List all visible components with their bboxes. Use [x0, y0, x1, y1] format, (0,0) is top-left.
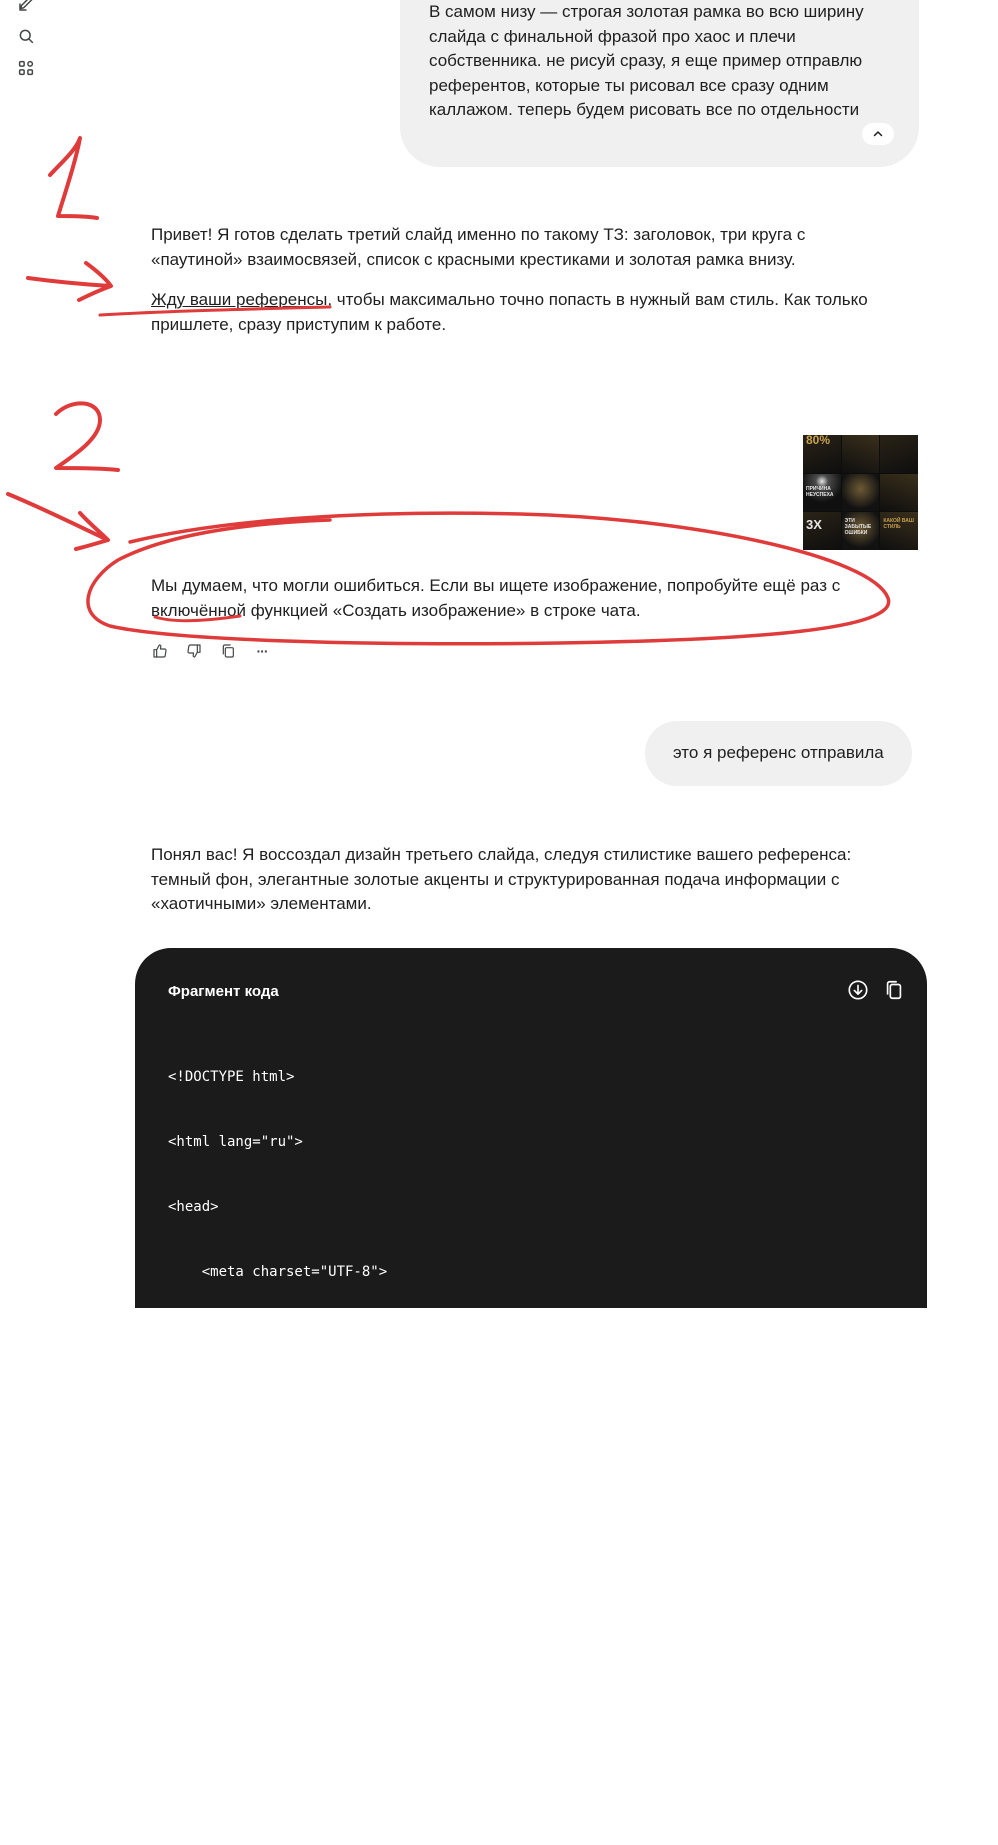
more-icon: ··· — [256, 643, 268, 659]
code-line: body { background-color: #1a1a1a; display: grid; place-items: center; min-height: 100vh; } — [168, 1522, 995, 1539]
thumbnail-tile: ЭТИ ЗАБЫТЫЕ ОШИБКИ — [842, 512, 880, 550]
model-response-paragraph: Понял вас! Я воссоздал дизайн третьего слайда, следуя стилистике вашего референса: темный фон, элегантные золотые акценты и структурированная подача информации с «хаотичными» элементами. — [151, 845, 852, 913]
copy-icon — [220, 643, 236, 659]
thumbnail-tile: ПРИЧИНА НЕУСПЕХА — [803, 474, 841, 512]
code-line: width: 1280px; — [168, 1717, 388, 1733]
model-response-paragraph: Привет! Я готов сделать третий слайд именно по такому ТЗ: заголовок, три круга с «паутиной» взаимосвязей, список с красными крестиками и золотая рамка внизу. — [151, 225, 806, 269]
paragraph-continuation: , чтобы максимально точно попасть в нужный вам стиль. Как только пришлете, сразу приступим к работе. — [151, 290, 868, 334]
code-block — [135, 948, 995, 1798]
copy-button[interactable] — [218, 641, 238, 661]
code-line: <title>Slide 3: Business Chaos</title> — [168, 1328, 523, 1345]
thumbs-up-button[interactable] — [150, 641, 170, 661]
new-chat-icon[interactable] — [14, 0, 38, 16]
response-actions — [150, 641, 272, 661]
thumbnail-tile: КАКОЙ ВАШ СТИЛЬ — [880, 512, 918, 550]
chevron-up-icon — [872, 128, 884, 140]
user-message-text: В самом низу — строгая золотая рамка во всю ширину слайда с финальной фразой про хаос и плечи собственника. не рисуй сразу, я еще пример отправлю референтов, которые ты рисовал все сразу одним каллажом. теперь будем рисовать все по отдельности — [429, 2, 864, 119]
copy-icon — [883, 979, 905, 1001]
model-response-paragraph — [151, 288, 891, 337]
code-line: <meta charset="UTF-8"> — [168, 1263, 388, 1280]
thumbnail-tile — [842, 435, 880, 473]
user-message-text: это я референс отправила — [673, 743, 884, 763]
user-message-bubble — [400, 0, 919, 167]
thumbnail-tile: 80% — [803, 435, 841, 473]
code-line: <style> — [168, 1393, 261, 1410]
model-response — [151, 223, 891, 337]
annotation-number-1 — [50, 138, 97, 218]
copy-code-button[interactable] — [883, 979, 905, 1001]
model-response-paragraph: Мы думаем, что могли ошибиться. Если вы ищете изображение, попробуйте ещё раз с включённой функцией «Создать изображение» в строке чата. — [151, 576, 841, 620]
model-response — [151, 843, 879, 917]
code-block-title: Фрагмент кода — [168, 983, 279, 1000]
search-icon[interactable] — [14, 24, 38, 48]
code-content — [168, 1024, 995, 1845]
thumbnail-tile — [842, 474, 880, 512]
code-line: .slide-container { — [168, 1652, 388, 1669]
code-line: <html lang="ru"> — [168, 1133, 303, 1150]
annotation-arrow-1 — [28, 263, 111, 300]
user-message-bubble — [645, 721, 912, 786]
thumbnail-tile — [880, 435, 918, 473]
model-error-response — [151, 574, 891, 623]
underlined-phrase: Жду ваши референсы — [151, 290, 328, 309]
code-line: <!DOCTYPE html> — [168, 1069, 295, 1086]
code-line: <head> — [168, 1198, 219, 1215]
download-code-button[interactable] — [847, 979, 869, 1001]
annotation-arrow-2 — [8, 494, 108, 549]
code-line: * { box-sizing: border-box; margin: 0; padding: 0; } — [168, 1457, 674, 1474]
thumbs-down-button[interactable] — [184, 641, 204, 661]
code-line — [168, 1585, 927, 1607]
thumbs-down-icon — [186, 643, 202, 659]
attached-image-thumbnail[interactable] — [803, 435, 918, 550]
apps-icon[interactable] — [14, 56, 38, 80]
thumbs-up-icon — [152, 643, 168, 659]
thumbnail-tile — [880, 474, 918, 512]
thumbnail-tile: 3X — [803, 512, 841, 550]
annotation-number-2 — [56, 403, 118, 470]
download-icon — [847, 979, 869, 1001]
code-block-tools — [847, 979, 905, 1001]
code-line: height: 720px; — [168, 1781, 388, 1798]
collapse-button[interactable] — [862, 123, 894, 145]
more-options-button[interactable] — [252, 641, 272, 661]
